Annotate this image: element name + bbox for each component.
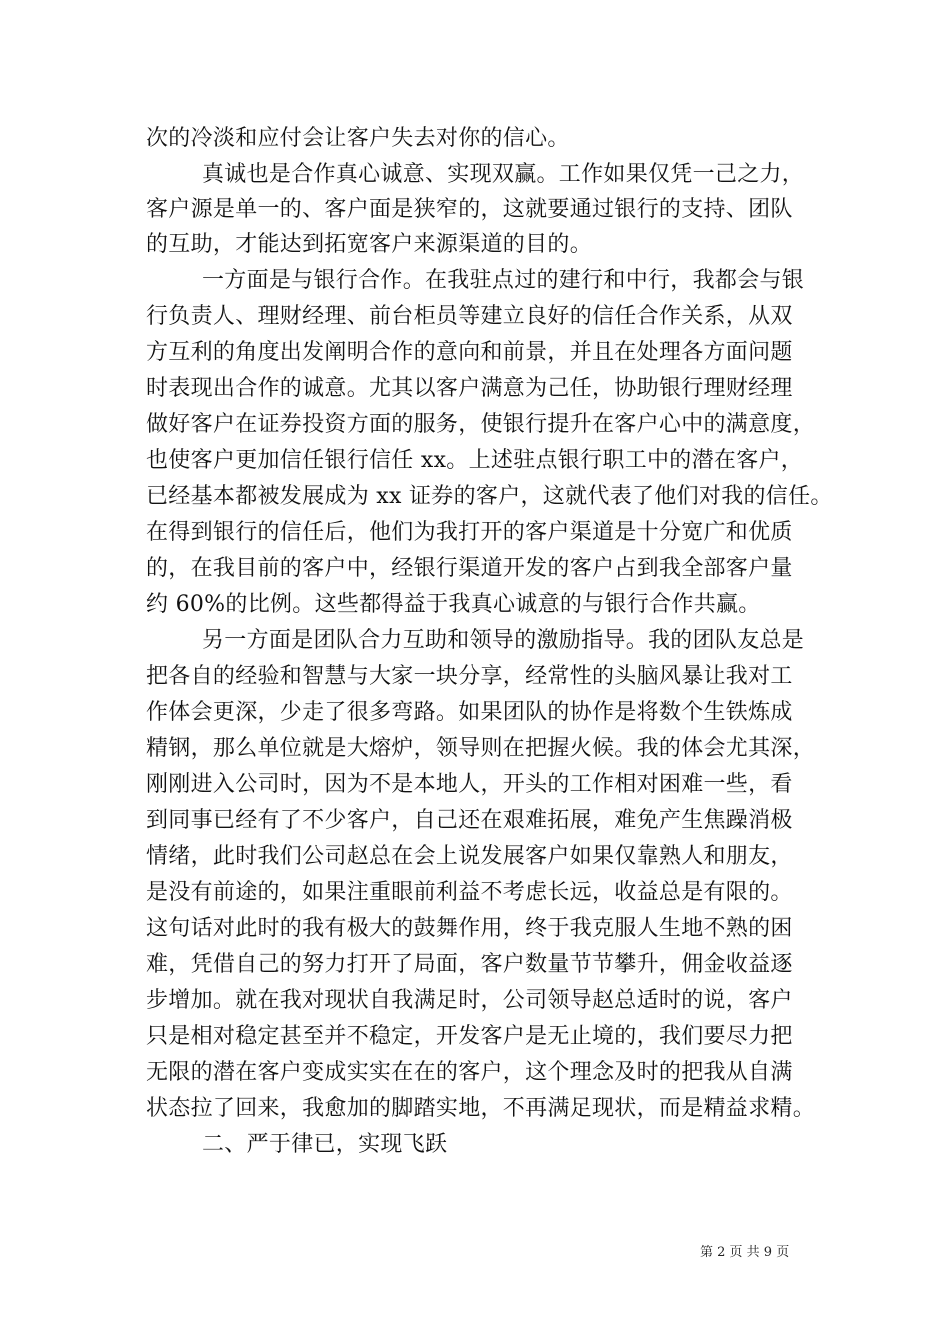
text-line: 客户源是单一的、客户面是狭窄的，这就要通过银行的支持、团队 <box>146 197 793 222</box>
text-line: 已经基本都被发展成为 xx 证券的客户，这就代表了他们对我的信任。 <box>146 484 833 509</box>
text-line: 行负责人、理财经理、前台柜员等建立良好的信任合作关系，从双 <box>146 304 793 329</box>
text-line: 难，凭借自己的努力打开了局面，客户数量节节攀升，佣金收益逐 <box>146 952 793 977</box>
text-line: 约 60%的比例。这些都得益于我真心诚意的与银行合作共赢。 <box>146 592 761 617</box>
text-line: 步增加。就在我对现状自我满足时，公司领导赵总适时的说，客户 <box>146 988 793 1013</box>
text-line: 是没有前途的，如果注重眼前利益不考虑长远，收益总是有限的。 <box>146 880 793 905</box>
text-line: 把各自的经验和智慧与大家一块分享，经常性的头脑风暴让我对工 <box>146 664 793 689</box>
text-line: 作体会更深，少走了很多弯路。如果团队的协作是将数个生铁炼成 <box>146 700 793 725</box>
text-line: 也使客户更加信任银行信任 xx。上述驻点银行职工中的潜在客户， <box>146 448 804 473</box>
text-line: 精钢，那么单位就是大熔炉，领导则在把握火候。我的体会尤其深， <box>146 736 816 761</box>
text-line: 在得到银行的信任后，他们为我打开的客户渠道是十分宽广和优质 <box>146 520 793 545</box>
text-line: 做好客户在证券投资方面的服务，使银行提升在客户心中的满意度， <box>146 412 816 437</box>
text-line: 的，在我目前的客户中，经银行渠道开发的客户占到我全部客户量 <box>146 556 793 581</box>
text-line: 只是相对稳定甚至并不稳定，开发客户是无止境的，我们要尽力把 <box>146 1024 793 1049</box>
text-line: 另一方面是团队合力互助和领导的激励指导。我的团队友总是 <box>202 628 805 653</box>
text-line: 这句话对此时的我有极大的鼓舞作用，终于我克服人生地不熟的困 <box>146 916 793 941</box>
text-line: 真诚也是合作真心诚意、实现双赢。工作如果仅凭一己之力， <box>202 162 805 187</box>
text-line: 的互助，才能达到拓宽客户来源渠道的目的。 <box>146 232 593 257</box>
text-line: 到同事已经有了不少客户，自己还在艰难拓展，难免产生焦躁消极 <box>146 808 793 833</box>
page-number: 第 2 页 共 9 页 <box>700 1245 790 1260</box>
text-line: 无限的潜在客户变成实实在在的客户，这个理念及时的把我从自满 <box>146 1060 793 1085</box>
text-line: 刚刚进入公司时，因为不是本地人，开头的工作相对困难一些，看 <box>146 772 793 797</box>
text-line: 情绪，此时我们公司赵总在会上说发展客户如果仅靠熟人和朋友， <box>146 844 793 869</box>
text-line: 方互利的角度出发阐明合作的意向和前景，并且在处理各方面问题 <box>146 340 793 365</box>
text-line: 时表现出合作的诚意。尤其以客户满意为己任，协助银行理财经理 <box>146 376 793 401</box>
section-heading: 二、严于律已，实现飞跃 <box>202 1132 448 1157</box>
text-line: 状态拉了回来，我愈加的脚踏实地，不再满足现状，而是精益求精。 <box>146 1096 816 1121</box>
text-line: 一方面是与银行合作。在我驻点过的建行和中行，我都会与银 <box>202 268 805 293</box>
text-line: 次的冷淡和应付会让客户失去对你的信心。 <box>146 126 570 151</box>
